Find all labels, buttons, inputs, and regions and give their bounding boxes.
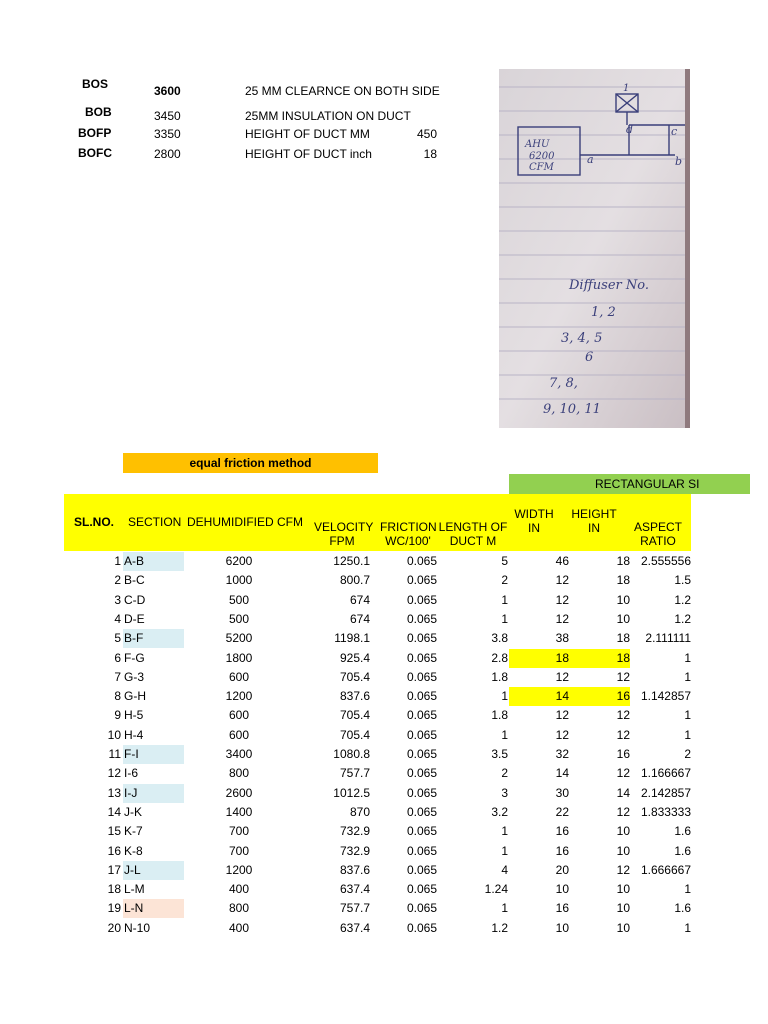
cell-section: L-M [124, 882, 145, 897]
cell-slno: 16 [107, 843, 121, 858]
sketch-node-c: c [671, 125, 678, 138]
cell-length: 2.8 [491, 650, 508, 665]
sketch-node-a: a [587, 153, 594, 166]
header-velocity-line1: VELOCITY [314, 520, 374, 534]
cell-section: K-7 [124, 824, 143, 839]
cell-velocity: 837.6 [339, 862, 370, 877]
cell-slno: 2 [114, 573, 121, 588]
header-length-line2: DUCT M [449, 534, 497, 548]
param-note-bos: 25 MM CLEARNCE ON BOTH SIDE [245, 84, 440, 98]
table-row [64, 649, 691, 668]
sketch-node-d: d [626, 123, 634, 136]
cell-cfm: 600 [228, 708, 250, 723]
table-row [64, 899, 691, 918]
header-aspect [630, 520, 686, 548]
cell-slno: 6 [114, 650, 121, 665]
cell-slno: 15 [107, 824, 121, 839]
cell-height: 14 [616, 785, 630, 800]
cell-cfm: 800 [228, 901, 250, 916]
cell-cfm: 500 [228, 611, 250, 626]
header-height-line1: HEIGHT [571, 507, 617, 521]
header-height [569, 507, 619, 535]
cell-velocity: 1198.1 [334, 631, 370, 646]
cell-length: 1 [501, 727, 508, 742]
header-length [438, 520, 508, 548]
table-row [64, 803, 691, 822]
cell-length: 1 [501, 611, 508, 626]
cell-section: I-6 [124, 766, 139, 781]
cell-height: 10 [616, 843, 630, 858]
cell-width: 32 [555, 747, 569, 761]
header-width-line2: IN [528, 521, 540, 535]
cell-velocity: 674 [349, 611, 370, 626]
cell-height: 12 [616, 727, 630, 742]
cell-section: G-H [124, 689, 146, 704]
cell-section: N-10 [124, 920, 151, 935]
cell-slno: 10 [107, 727, 121, 742]
cell-section: D-E [124, 611, 145, 626]
cell-width: 16 [555, 824, 569, 839]
cell-slno: 3 [114, 592, 121, 607]
cell-height: 10 [616, 592, 630, 607]
cell-friction: 0.065 [406, 611, 437, 626]
cell-section: H-4 [124, 727, 144, 742]
cell-velocity: 637.4 [339, 882, 370, 897]
param-value-bofp: 3350 [154, 127, 181, 141]
table-row [64, 591, 691, 610]
cell-slno: 11 [108, 747, 121, 761]
table-row [64, 822, 691, 841]
cell-section: L-N [123, 899, 184, 918]
header-friction-line1: FRICTION [380, 520, 437, 534]
cell-velocity: 870 [349, 804, 370, 819]
cell-length: 2 [501, 766, 508, 781]
param-note-bob: 25MM INSULATION ON DUCT [245, 109, 411, 123]
table-row [64, 610, 691, 629]
cell-friction: 0.065 [406, 708, 437, 723]
cell-slno: 7 [114, 669, 121, 684]
cell-length: 1 [501, 843, 508, 858]
sketch-ahu-line3: CFM [529, 162, 554, 173]
cell-height: 18 [569, 649, 630, 668]
cell-length: 1.8 [491, 669, 508, 684]
header-friction [380, 520, 436, 548]
cell-height: 12 [616, 766, 630, 781]
cell-length: 5 [501, 554, 508, 568]
table-row [64, 668, 691, 687]
header-aspect-line2: RATIO [640, 534, 676, 548]
cell-slno: 19 [107, 901, 121, 916]
method-label: equal friction method [123, 453, 378, 473]
cell-width: 12 [555, 611, 569, 626]
cell-height: 18 [616, 554, 630, 568]
cell-width: 10 [555, 882, 569, 897]
cell-aspect: 1 [684, 708, 691, 723]
header-velocity [314, 520, 374, 548]
cell-width: 12 [555, 669, 569, 684]
cell-length: 3.5 [491, 747, 508, 761]
cell-aspect: 1.5 [674, 573, 691, 588]
sketch-diffuser-line: 1, 2 [591, 305, 616, 320]
table-row [64, 842, 691, 861]
cell-aspect: 1.142857 [640, 689, 691, 704]
rectangular-size-banner: RECTANGULAR SI [509, 474, 750, 494]
cell-velocity: 705.4 [339, 669, 370, 684]
cell-cfm: 600 [228, 669, 250, 684]
sketch-diffuser-title: Diffuser No. [569, 278, 649, 293]
cell-width: 12 [555, 573, 569, 588]
header-width-line1: WIDTH [514, 507, 554, 521]
table-row [64, 726, 691, 745]
cell-cfm: 1200 [225, 689, 253, 704]
header-friction-line2: WC/100' [385, 534, 431, 548]
cell-width: 12 [555, 727, 569, 742]
cell-height: 16 [616, 747, 630, 761]
cell-slno: 20 [107, 920, 121, 935]
param-note-value-bofc: 18 [423, 147, 437, 161]
cell-friction: 0.065 [406, 882, 437, 897]
cell-aspect: 1 [684, 727, 691, 742]
cell-aspect: 2.111111 [645, 631, 691, 646]
cell-section: G-3 [124, 669, 145, 684]
cell-height: 10 [616, 882, 630, 897]
cell-velocity: 705.4 [339, 708, 370, 723]
cell-height: 18 [616, 631, 630, 646]
cell-height: 12 [616, 669, 630, 684]
cell-height: 12 [616, 862, 630, 877]
table-row [64, 784, 691, 803]
cell-aspect: 2.142857 [640, 785, 691, 800]
cell-width: 14 [555, 766, 569, 781]
cell-section: I-J [123, 784, 184, 803]
cell-velocity: 732.9 [339, 843, 370, 858]
cell-length: 3 [501, 785, 508, 800]
cell-cfm: 500 [228, 592, 250, 607]
cell-section: J-L [123, 861, 184, 880]
cell-cfm: 1400 [225, 804, 253, 819]
param-value-bofc: 2800 [154, 147, 181, 161]
cell-length: 1 [501, 901, 508, 916]
cell-friction: 0.065 [406, 689, 437, 704]
cell-height: 12 [616, 804, 630, 819]
cell-slno: 14 [107, 804, 121, 819]
cell-length: 1 [501, 689, 508, 704]
cell-width: 16 [555, 901, 569, 916]
cell-aspect: 1.2 [674, 611, 691, 626]
cell-width: 14 [509, 687, 569, 706]
cell-friction: 0.065 [406, 824, 437, 839]
cell-aspect: 1 [684, 650, 691, 665]
cell-slno: 13 [107, 785, 121, 800]
cell-aspect: 1 [684, 669, 691, 684]
header-height-line2: IN [588, 521, 600, 535]
cell-aspect: 2.555556 [640, 554, 691, 568]
cell-section: J-K [124, 804, 142, 819]
cell-slno: 1 [114, 554, 121, 568]
cell-height: 12 [616, 708, 630, 723]
cell-section: H-5 [124, 708, 144, 723]
sketch-ahu-line1: AHU [525, 139, 550, 150]
sketch-photo [499, 69, 690, 428]
header-aspect-line1: ASPECT [633, 520, 682, 534]
cell-friction: 0.065 [406, 804, 437, 819]
cell-friction: 0.065 [406, 592, 437, 607]
cell-width: 20 [555, 862, 569, 877]
table-row [64, 880, 691, 899]
cell-length: 3.2 [491, 804, 508, 819]
param-note-bofp: HEIGHT OF DUCT MM [245, 127, 370, 141]
cell-cfm: 1800 [225, 650, 253, 665]
header-slno: SL.NO. [74, 515, 115, 529]
cell-friction: 0.065 [406, 669, 437, 684]
cell-slno: 8 [114, 689, 121, 704]
cell-cfm: 600 [228, 727, 250, 742]
param-label-bob: BOB [85, 105, 112, 119]
cell-height: 10 [616, 824, 630, 839]
cell-length: 1.24 [484, 882, 508, 897]
cell-aspect: 2 [684, 747, 691, 761]
param-note-bofc: HEIGHT OF DUCT inch [245, 147, 372, 161]
table-row [64, 629, 691, 648]
cell-velocity: 637.4 [339, 920, 370, 935]
table-row [64, 861, 691, 880]
cell-width: 46 [555, 554, 569, 568]
cell-cfm: 1200 [225, 862, 253, 877]
cell-height: 16 [569, 687, 630, 706]
cell-friction: 0.065 [406, 901, 437, 916]
sketch-diffuser-line: 3, 4, 5 [561, 331, 603, 346]
cell-friction: 0.065 [406, 650, 437, 665]
cell-height: 10 [616, 920, 630, 935]
cell-cfm: 400 [228, 920, 250, 935]
cell-length: 1 [501, 824, 508, 839]
cell-length: 1 [501, 592, 508, 607]
cell-velocity: 757.7 [339, 766, 370, 781]
cell-slno: 5 [114, 631, 121, 646]
cell-velocity: 705.4 [339, 727, 370, 742]
cell-width: 16 [555, 843, 569, 858]
param-label-bofp: BOFP [78, 126, 112, 140]
sketch-node-1: 1 [623, 83, 630, 94]
cell-slno: 18 [107, 882, 121, 897]
cell-cfm: 6200 [225, 554, 253, 568]
cell-velocity: 925.4 [339, 650, 370, 665]
cell-friction: 0.065 [406, 573, 437, 588]
cell-length: 1.2 [491, 920, 508, 935]
cell-friction: 0.065 [406, 554, 437, 568]
cell-height: 10 [616, 611, 630, 626]
cell-section: K-8 [124, 843, 143, 858]
table-header [64, 494, 691, 551]
cell-width: 22 [555, 804, 569, 819]
sketch-ahu-line2: 6200 [529, 151, 555, 162]
cell-width: 18 [509, 649, 569, 668]
cell-cfm: 800 [228, 766, 250, 781]
table-row [64, 764, 691, 783]
cell-cfm: 5200 [225, 631, 253, 646]
cell-aspect: 1.6 [674, 843, 691, 858]
param-value-bos: 3600 [154, 84, 181, 98]
cell-length: 4 [501, 862, 508, 877]
cell-velocity: 732.9 [339, 824, 370, 839]
sketch-diffuser-line: 6 [585, 350, 594, 365]
header-section: SECTION [128, 515, 182, 529]
cell-friction: 0.065 [406, 920, 437, 935]
cell-aspect: 1.666667 [640, 862, 691, 877]
cell-aspect: 1.166667 [640, 766, 691, 781]
cell-friction: 0.065 [406, 766, 437, 781]
sketch-diffuser-line: 9, 10, 11 [543, 402, 601, 417]
cell-width: 38 [555, 631, 569, 646]
cell-slno: 9 [114, 708, 121, 723]
cell-section: F-G [124, 650, 145, 665]
header-velocity-line2: FPM [329, 534, 355, 548]
cell-width: 12 [555, 708, 569, 723]
cell-friction: 0.065 [406, 747, 437, 761]
cell-cfm: 400 [228, 882, 250, 897]
cell-width: 30 [555, 785, 569, 800]
cell-cfm: 1000 [225, 573, 253, 588]
table-row [64, 745, 691, 764]
cell-friction: 0.065 [406, 631, 437, 646]
cell-cfm: 700 [228, 824, 250, 839]
cell-velocity: 800.7 [339, 573, 370, 588]
cell-aspect: 1 [684, 882, 691, 897]
cell-width: 12 [555, 592, 569, 607]
cell-cfm: 2600 [225, 785, 253, 800]
table-row [64, 687, 691, 706]
cell-width: 10 [555, 920, 569, 935]
cell-section: A-B [123, 552, 184, 571]
cell-height: 18 [616, 573, 630, 588]
header-length-line1: LENGTH OF [438, 520, 508, 534]
cell-velocity: 1012.5 [333, 785, 370, 800]
cell-aspect: 1.833333 [640, 804, 691, 819]
cell-velocity: 1080.8 [333, 747, 370, 761]
cell-aspect: 1.6 [674, 824, 691, 839]
param-note-value-bofp: 450 [416, 127, 437, 141]
param-label-bofc: BOFC [78, 146, 112, 160]
cell-friction: 0.065 [406, 727, 437, 742]
header-width [509, 507, 559, 535]
cell-aspect: 1.2 [674, 592, 691, 607]
cell-friction: 0.065 [406, 843, 437, 858]
cell-length: 2 [501, 573, 508, 588]
cell-cfm: 3400 [225, 747, 253, 761]
cell-aspect: 1.6 [674, 901, 691, 916]
param-value-bob: 3450 [154, 109, 181, 123]
table-row [64, 552, 691, 571]
cell-slno: 12 [107, 766, 121, 781]
cell-velocity: 757.7 [339, 901, 370, 916]
cell-slno: 17 [107, 862, 121, 877]
table-row [64, 571, 691, 590]
cell-velocity: 837.6 [339, 689, 370, 704]
cell-slno: 4 [114, 611, 121, 626]
cell-length: 1.8 [491, 708, 508, 723]
cell-section: C-D [124, 592, 146, 607]
cell-length: 3.8 [491, 631, 508, 646]
table-row [64, 706, 691, 725]
sketch-node-b: b [675, 155, 683, 168]
cell-height: 10 [616, 901, 630, 916]
cell-friction: 0.065 [406, 862, 437, 877]
cell-velocity: 674 [349, 592, 370, 607]
cell-friction: 0.065 [406, 785, 437, 800]
cell-section: B-F [123, 629, 184, 648]
header-cfm: DEHUMIDIFIED CFM [187, 515, 303, 529]
cell-section: B-C [124, 573, 145, 588]
cell-section: F-I [123, 745, 184, 764]
param-label-bos: BOS [82, 77, 109, 91]
sketch-diffuser-line: 7, 8, [549, 376, 578, 391]
table-row [64, 919, 691, 938]
cell-aspect: 1 [684, 920, 691, 935]
cell-cfm: 700 [228, 843, 250, 858]
cell-velocity: 1250.1 [333, 554, 370, 568]
